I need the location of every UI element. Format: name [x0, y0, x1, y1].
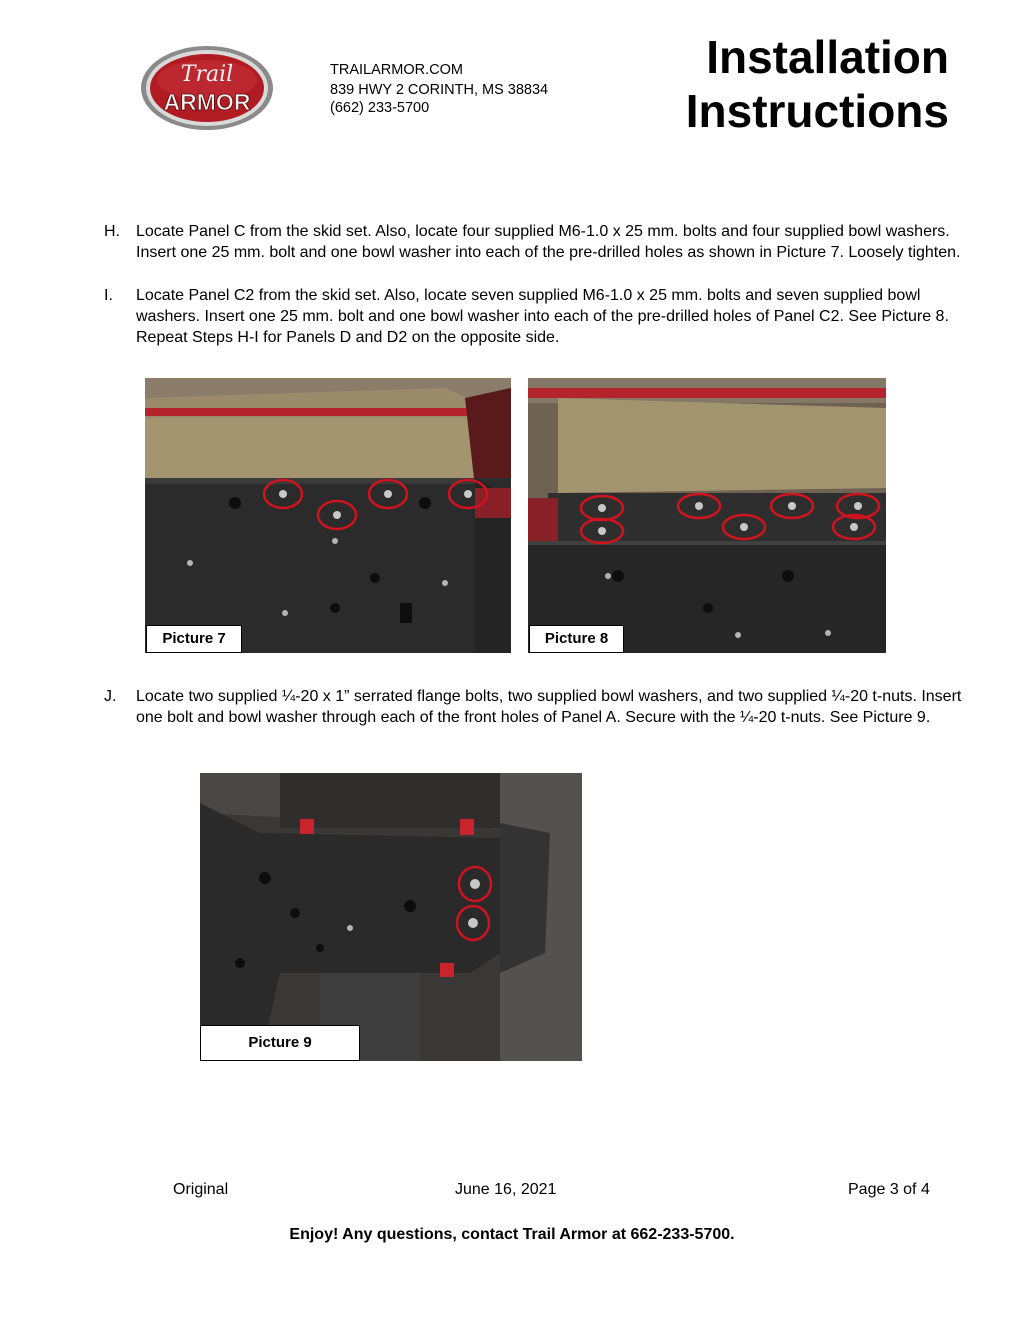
- footer-page-number: Page 3 of 4: [848, 1181, 930, 1198]
- step-letter: I.: [104, 287, 113, 304]
- footer-date: June 16, 2021: [455, 1181, 557, 1198]
- picture-9-caption: Picture 9: [200, 1025, 360, 1061]
- picture-7-caption: Picture 7: [146, 625, 242, 653]
- footer-version: Original: [173, 1181, 229, 1198]
- step-j: [104, 686, 974, 728]
- step-letter: H.: [104, 223, 120, 240]
- page-title: Installation Instructions: [685, 31, 949, 137]
- company-phone: (662) 233-5700: [330, 100, 430, 116]
- svg-text:Trail: Trail: [180, 62, 234, 87]
- picture-8-photo: [528, 378, 886, 653]
- step-h: [104, 221, 974, 263]
- svg-text:ARMOR: ARMOR: [163, 89, 251, 115]
- step-text: Locate Panel C from the skid set. Also, locate four supplied M6-1.0 x 25 mm. bolts and four supplied bowl washers. Insert one 25 mm. bolt and one bowl washer into each of the pre-drilled holes as shown in Picture 7. Loosely tighten.: [136, 223, 961, 261]
- footer-contact-note: Enjoy! Any questions, contact Trail Armor at 662-233-5700.: [289, 1226, 735, 1243]
- step-text: Locate two supplied ¼-20 x 1” serrated flange bolts, two supplied bowl washers, and two supplied ¼-20 t-nuts. Insert one bolt and bowl washer through each of the front holes of Panel A. Secure with the ¼-20 t-nuts. See Picture 9.: [136, 688, 962, 726]
- company-website: TRAILARMOR.COM: [330, 62, 463, 78]
- step-letter: J.: [104, 688, 117, 705]
- step-text: Locate Panel C2 from the skid set. Also, locate seven supplied M6-1.0 x 25 mm. bolts and seven supplied bowl washers. Insert one 25 mm. bolt and one bowl washer into each of the pre-drilled holes of Panel C2. See Picture 8. Repeat Steps H-I for Panels D and D2 on the opposite side.: [136, 287, 949, 346]
- company-address: 839 HWY 2 CORINTH, MS 38834: [330, 82, 549, 98]
- step-i: [104, 285, 974, 348]
- picture-9-photo: [200, 773, 582, 1061]
- trail-armor-logo: [139, 44, 275, 132]
- picture-7-photo: [145, 378, 511, 653]
- picture-8-caption: Picture 8: [529, 625, 624, 653]
